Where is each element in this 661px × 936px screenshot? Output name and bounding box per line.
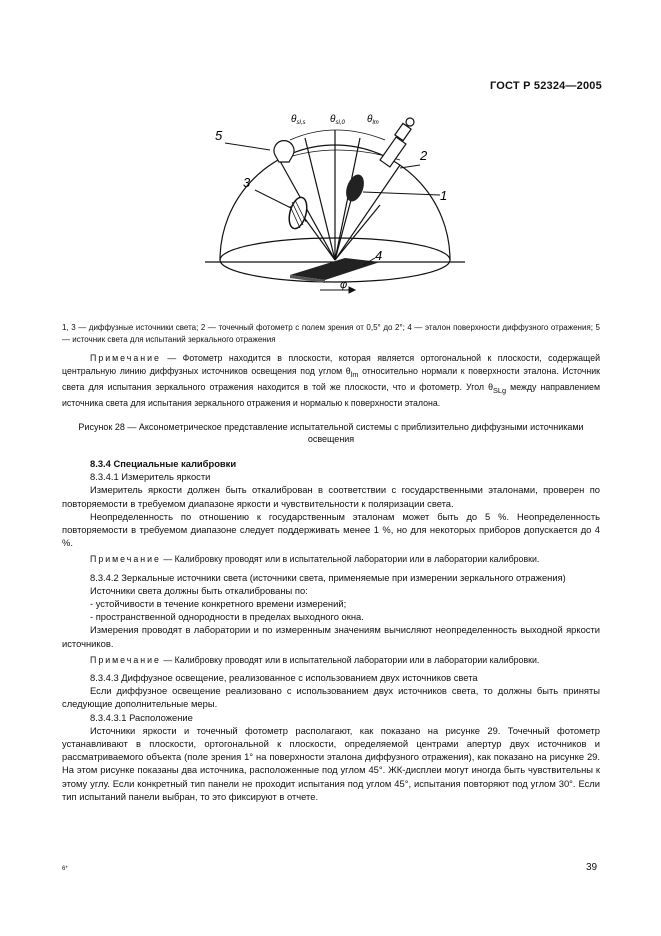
angle-label-sls: $\theta_{sl,s}$ bbox=[291, 114, 306, 126]
section-body bbox=[62, 457, 600, 803]
figure-legend: 1, 3 — диффузные источники света; 2 — точечный фотометр с полем зрения от 0,5° до 2°; 4 — эталон поверхности диффузного отражения; 5 — источник света для испытаний зеркального отражения bbox=[62, 323, 600, 344]
list-item: - устойчивости в течение конкретного времени измерений; bbox=[90, 598, 347, 610]
label-5: 5 bbox=[215, 128, 223, 143]
paragraph: Измерения проводят в лаборатории и по измеренным значениям вычисляют неопределенность выходной яркости источников. bbox=[62, 624, 600, 649]
diffuse-source-3-icon bbox=[286, 195, 310, 230]
angle-label-sl0: $\theta_{sl,0}$ bbox=[330, 114, 345, 126]
angle-label-lm: $\theta_{lm}$ bbox=[367, 114, 379, 126]
subsection-title: 8.3.4.3.1 Расположение bbox=[90, 711, 193, 723]
note: Примечание — Калибровку проводят или в испытательной лаборатории или в лаборатории калибровки. bbox=[90, 654, 540, 665]
figure-title: Рисунок 28 — Аксонометрическое представление испытательной системы с приблизительно диффузными источниками освещения bbox=[78, 422, 584, 444]
subsection-title: 8.3.4.1 Измеритель яркости bbox=[90, 471, 211, 483]
label-4: 4 bbox=[375, 248, 383, 263]
figure-note: Примечание — Фотометр находится в плоскости, которая является ортогональной к плоскости, содержащей центральную линию диффузных источников освещения под углом $\theta_{lm}$ относительно нормали к поверхности эталона. Источник света для испытания зеркального отражения находится в той же плоскости, что и фотометр. Угол $\theta_{SLg}$ между направлением источника света для испытания зеркального отражения и нормалью к поверхности эталона. bbox=[62, 353, 600, 408]
specular-source-icon bbox=[274, 141, 294, 162]
paragraph: Источники света должны быть откалиброваны по: bbox=[90, 584, 308, 596]
page-number: 39 bbox=[586, 862, 598, 873]
label-1: 1 bbox=[440, 188, 448, 203]
diffuse-source-1-icon bbox=[343, 172, 368, 204]
note: Примечание — Калибровку проводят или в испытательной лаборатории или в лаборатории калибровки. bbox=[90, 554, 540, 565]
label-2: 2 bbox=[420, 148, 428, 163]
figure-diagram bbox=[195, 110, 475, 310]
label-3: 3 bbox=[243, 175, 251, 190]
paragraph: Неопределенность по отношению к государственным эталонам может быть до 5 %. Неопределенность повторяемости в требуемом диапазоне следует поддерживать менее 1 %, но для некоторых приборов допускается до 4 %. bbox=[62, 510, 600, 549]
section-heading: 8.3.4 Специальные калибровки bbox=[90, 458, 237, 469]
paragraph: Измеритель яркости должен быть откалиброван в соответствии с государственными эталонами, проверен по повторяемости в требуемом диапазоне яркости и чувствительности к поляризации света. bbox=[62, 484, 600, 509]
paragraph: Источники яркости и точечный фотометр располагают, как показано на рисунке 29. Точечный фотометр устанавливают в плоскости, ортогональной к плоскости, определяемой центрами апертур двух источников и рассматриваемого объекта (поле зрения 1° на поверхности эталона диффузного отражения), как показано на рисунке 29. На этом рисунке показаны два источника, расположенные под углом 45°. ЖК-дисплеи могут иногда быть чувствительны к этому углу. Если конкретный тип панели не проходит испытания под углом 45°, испытания повторяют под углом 30°. Если тип испытаний панели выбран, то это фиксируют в отчете. bbox=[62, 724, 600, 802]
list-item: - пространственной однородности в пределах выходного окна. bbox=[90, 611, 364, 623]
subsection-title: 8.3.4.3 Диффузное освещение, реализованное с использованием двух источников света bbox=[90, 672, 478, 684]
sheet-signature: 6* bbox=[62, 866, 68, 872]
document-header: ГОСТ Р 52324—2005 bbox=[490, 80, 602, 92]
label-phi: φ bbox=[340, 279, 348, 291]
photometer-icon bbox=[380, 118, 414, 167]
paragraph: Если диффузное освещение реализовано с использованием двух источников света, то должны быть приняты следующие дополнительные меры. bbox=[62, 685, 600, 710]
subsection-title: 8.3.4.2 Зеркальные источники света (источники света, применяемые при измерении зеркального отражения) bbox=[90, 571, 566, 583]
